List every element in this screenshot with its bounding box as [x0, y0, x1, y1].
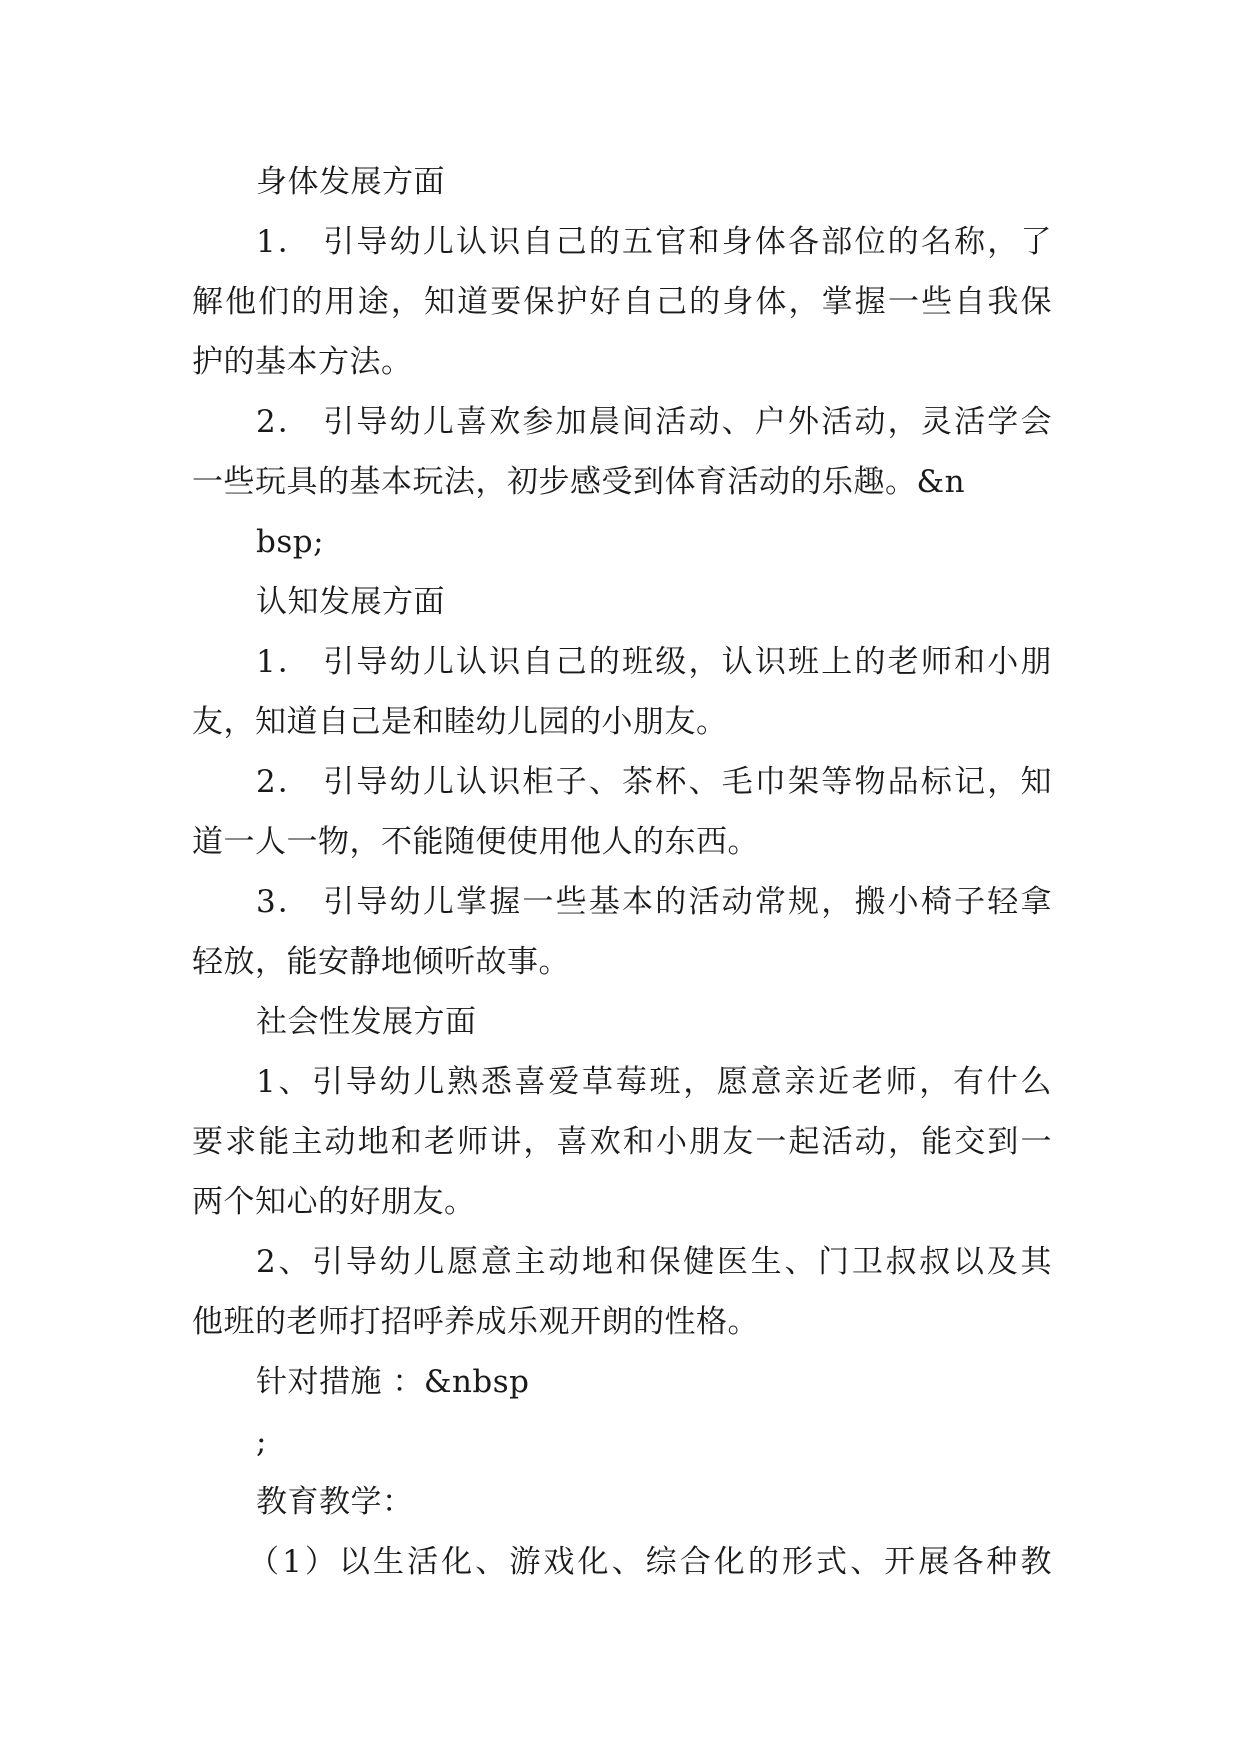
paragraph-line: 护的基本方法。 — [192, 344, 413, 380]
paragraph-line: 轻放，能安静地倾听故事。 — [192, 944, 570, 980]
paragraph-line: 两个知心的好朋友。 — [192, 1184, 476, 1220]
paragraph-line: 一些玩具的基本玩法，初步感受到体育活动的乐趣。&n — [192, 464, 966, 500]
paragraph-line: 1． 引导幼儿认识自己的五官和身体各部位的名称，了 — [256, 224, 1052, 260]
paragraph-line: 2、引导幼儿愿意主动地和保健医生、门卫叔叔以及其 — [256, 1244, 1052, 1280]
paragraph-line: 友，知道自己是和睦幼儿园的小朋友。 — [192, 704, 728, 740]
paragraph-line: 1． 引导幼儿认识自己的班级，认识班上的老师和小朋 — [256, 644, 1052, 680]
document-page — [192, 152, 1052, 1592]
paragraph-line: 2． 引导幼儿喜欢参加晨间活动、户外活动，灵活学会 — [256, 404, 1052, 440]
paragraph-line: 道一人一物，不能随便使用他人的东西。 — [192, 824, 759, 860]
paragraph-line: 2． 引导幼儿认识柜子、茶杯、毛巾架等物品标记，知 — [256, 764, 1052, 800]
heading-physical-development: 身体发展方面 — [256, 164, 445, 200]
paragraph-line: 他班的老师打招呼养成乐观开朗的性格。 — [192, 1304, 759, 1340]
heading-measures: 针对措施 ：&nbsp — [256, 1364, 530, 1400]
paragraph-line: （1）以生活化、游戏化、综合化的形式、开展各种教 — [248, 1544, 1052, 1580]
paragraph-line: 要求能主动地和老师讲，喜欢和小朋友一起活动，能交到一 — [192, 1124, 1052, 1160]
heading-cognitive-development: 认知发展方面 — [256, 584, 445, 620]
paragraph-line: 3． 引导幼儿掌握一些基本的活动常规，搬小椅子轻拿 — [256, 884, 1052, 920]
heading-social-development: 社会性发展方面 — [256, 1004, 477, 1040]
paragraph-line: 解他们的用途，知道要保护好自己的身体，掌握一些自我保 — [192, 284, 1052, 320]
paragraph-line: ; — [256, 1424, 267, 1460]
paragraph-line: bsp; — [256, 524, 325, 560]
heading-teaching: 教育教学： — [256, 1484, 414, 1520]
paragraph-line: 1、引导幼儿熟悉喜爱草莓班，愿意亲近老师，有什么 — [256, 1064, 1052, 1100]
